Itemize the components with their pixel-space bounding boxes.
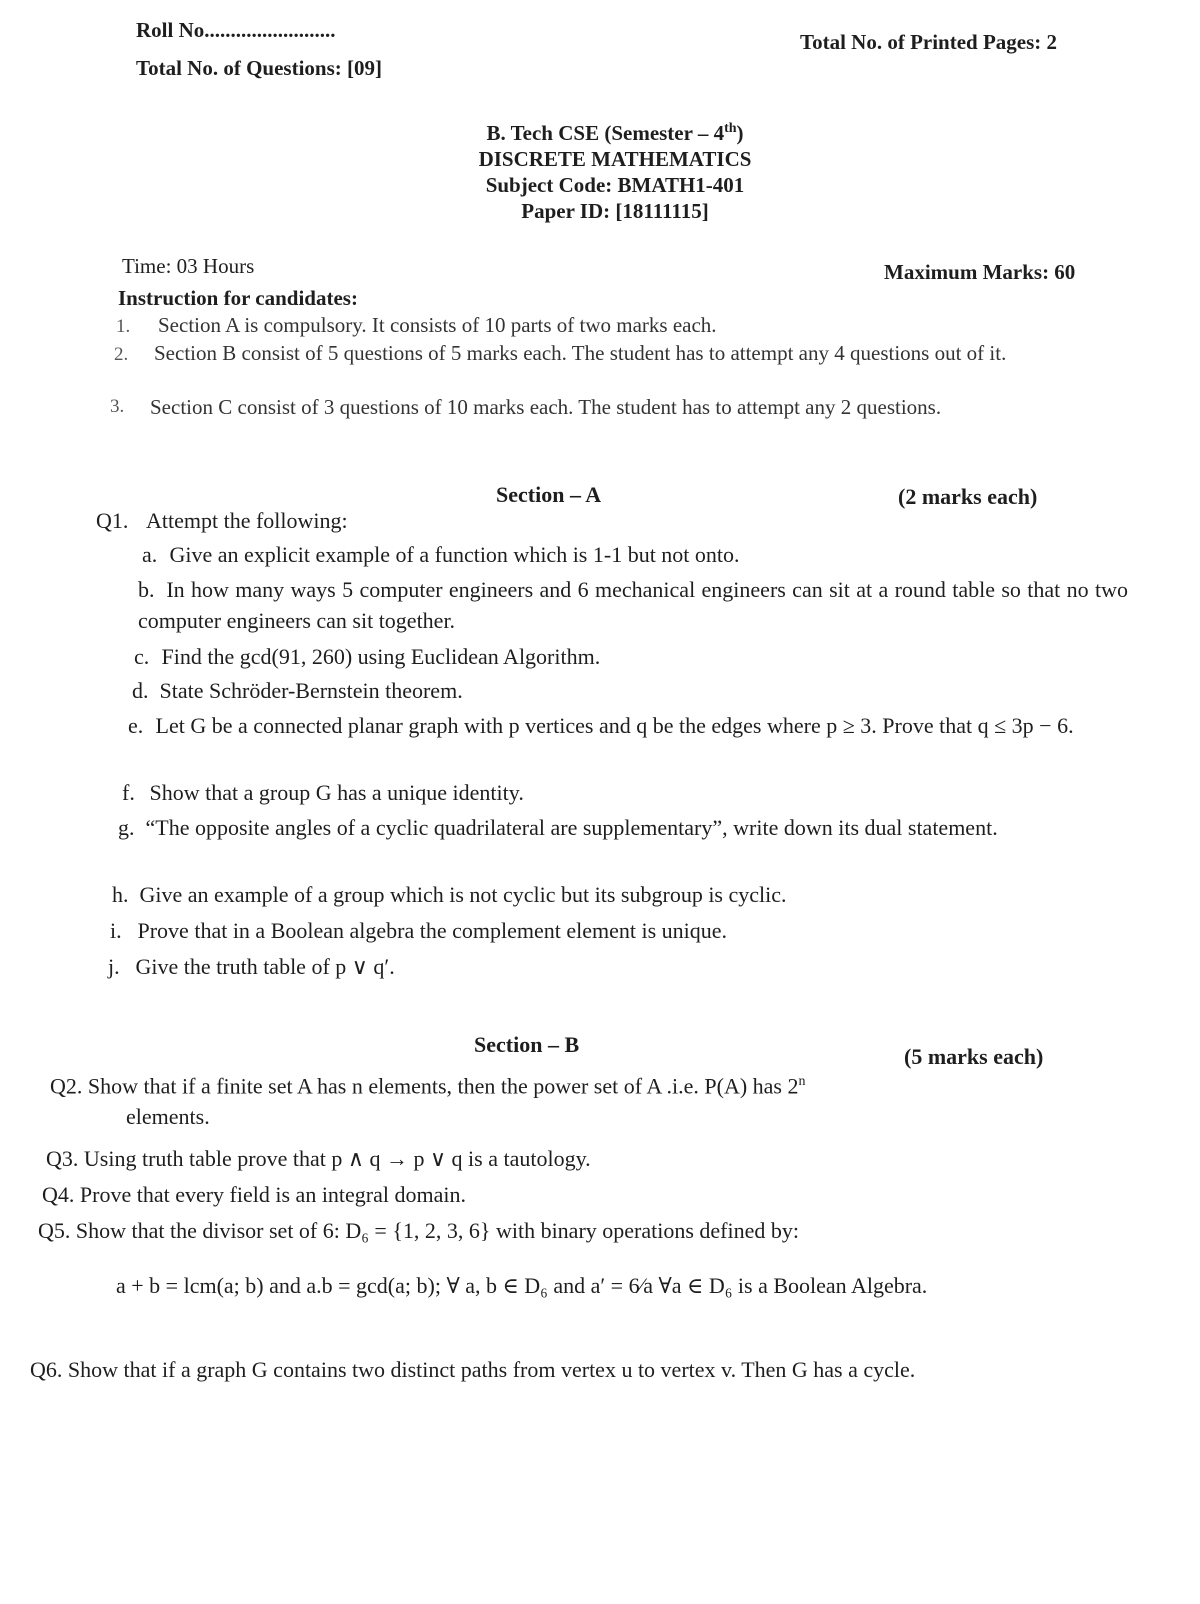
instructions-heading: Instruction for candidates: — [118, 286, 358, 310]
part-j: j. Give the truth table of p ∨ q′. — [108, 954, 395, 979]
q1-label: Q1. — [96, 508, 129, 533]
section-b-marks: (5 marks each) — [904, 1044, 1044, 1069]
instruction-item: Section C consist of 3 questions of 10 marks each. The student has to attempt any 2 questions. — [150, 395, 942, 419]
instruction-number: 2. — [114, 344, 129, 365]
part-g: g. “The opposite angles of a cyclic quadrilateral are supplementary”, write down its dual statement. — [118, 815, 998, 840]
section-b-title: Section – B — [474, 1032, 580, 1057]
paper-id: Paper ID: [18111115] — [521, 199, 709, 223]
part-c: c. Find the gcd(91, 260) using Euclidean Algorithm. — [134, 644, 601, 669]
max-marks: Maximum Marks: 60 — [884, 260, 1076, 284]
roll-no-field: Roll No......................... — [136, 18, 336, 42]
course-line: B. Tech CSE (Semester – 4th) — [486, 121, 744, 145]
part-d: d. State Schröder-Bernstein theorem. — [132, 678, 463, 703]
total-pages: Total No. of Printed Pages: 2 — [800, 30, 1058, 54]
subject-code: Subject Code: BMATH1-401 — [485, 173, 745, 197]
question-q5: Q5. Show that the divisor set of 6: D₆ = {1, 2, 3, 6} with binary operations defined by: — [38, 1218, 799, 1243]
instruction-item: Section A is compulsory. It consists of 10 parts of two marks each. — [158, 313, 717, 337]
exam-time: Time: 03 Hours — [122, 254, 255, 278]
total-questions: Total No. of Questions: [09] — [136, 56, 382, 80]
subject-title: DISCRETE MATHEMATICS — [478, 147, 752, 171]
question-q6: Q6. Show that if a graph G contains two distinct paths from vertex u to vertex v. Then G has a cycle. — [30, 1357, 916, 1382]
question-q5-definition: a + b = lcm(a; b) and a.b = gcd(a; b); ∀ a, b ∈ D₆ and a′ = 6⁄a ∀a ∈ D₆ is a Boolean Algebra. — [116, 1273, 928, 1298]
question-q2: Q2. Show that if a finite set A has n elements, then the power set of A .i.e. P(A) has 2$^n$ elements. — [50, 1073, 806, 1130]
part-b: b. In how many ways 5 computer engineers and 6 mechanical engineers can sit at a round table so that no two computer engineers can sit together. — [138, 577, 1128, 633]
part-a: a. Give an explicit example of a function which is 1-1 but not onto. — [142, 542, 740, 567]
instruction-item: Section B consist of 5 questions of 5 marks each. The student has to attempt any 4 questions out of it. — [154, 341, 1007, 365]
title-block — [0, 116, 1200, 224]
part-h: h. Give an example of a group which is not cyclic but its subgroup is cyclic. — [112, 882, 787, 907]
part-i: i. Prove that in a Boolean algebra the complement element is unique. — [110, 918, 728, 943]
part-e: e. Let G be a connected planar graph with p vertices and q be the edges where p ≥ 3. Prove that q ≤ 3p − 6. — [128, 713, 1074, 738]
question-q3: Q3. Using truth table prove that p ∧ q → p ∨ q is a tautology. — [46, 1146, 591, 1171]
section-a-title: Section – A — [496, 482, 602, 507]
part-f: f. Show that a group G has a unique identity. — [122, 780, 524, 805]
question-q4: Q4. Prove that every field is an integral domain. — [42, 1182, 466, 1207]
section-a-marks: (2 marks each) — [898, 484, 1038, 509]
q1-text: Attempt the following: — [146, 508, 348, 533]
instruction-number: 3. — [110, 396, 125, 417]
instruction-number: 1. — [116, 316, 131, 337]
